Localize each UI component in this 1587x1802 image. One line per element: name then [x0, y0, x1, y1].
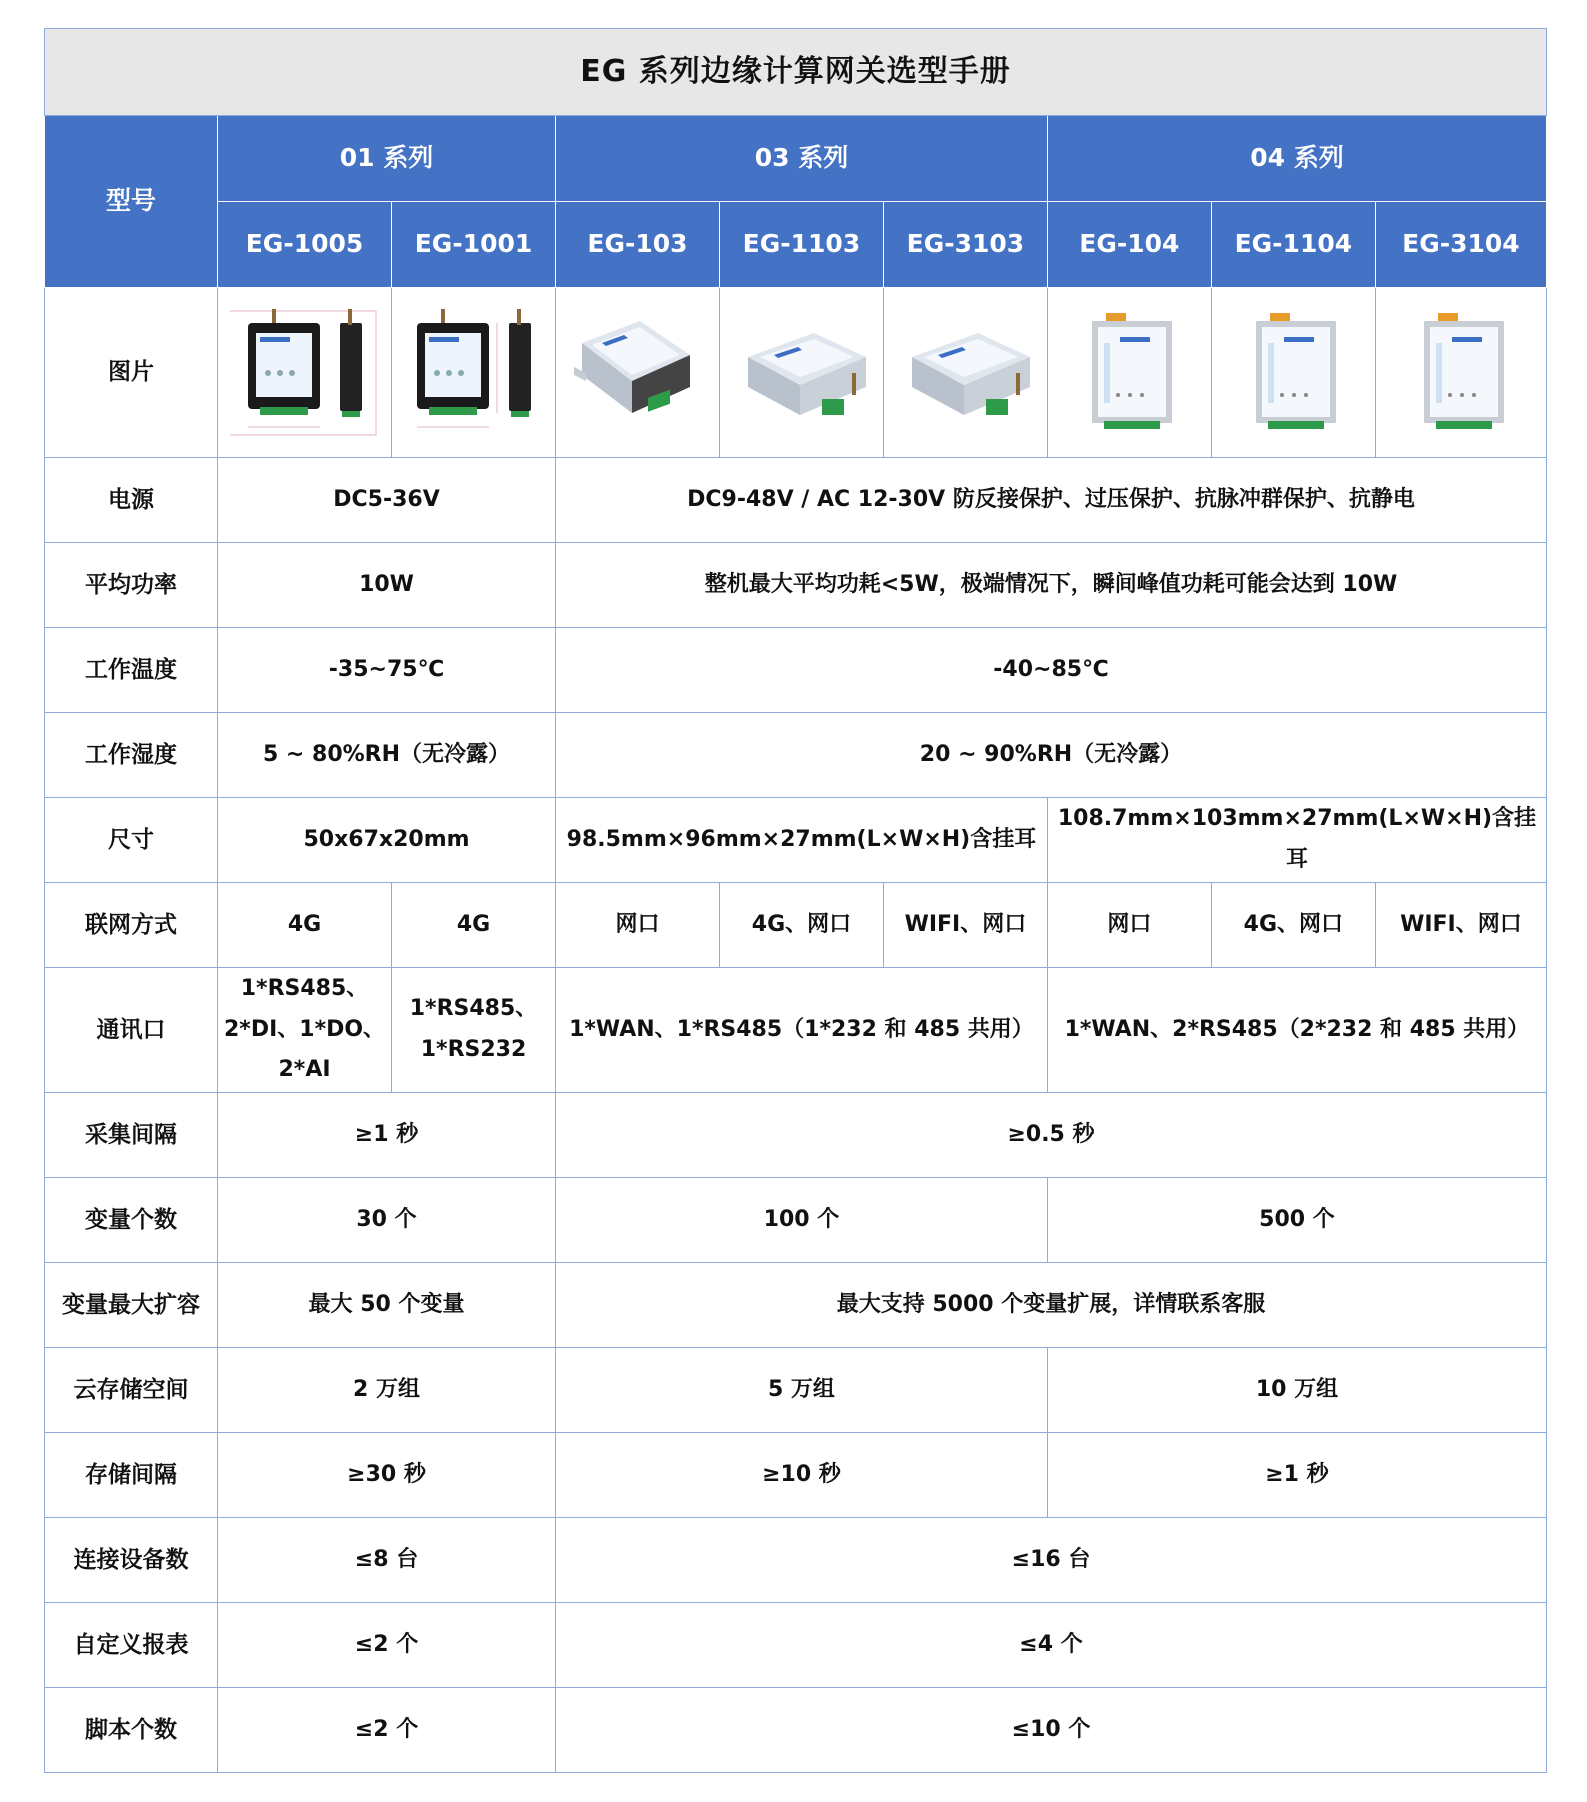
variables-01: 30 个 [218, 1178, 556, 1263]
model-label: 型号 [45, 116, 218, 288]
scripts-row-label: 脚本个数 [45, 1688, 218, 1773]
picture-row-label: 图片 [45, 288, 218, 458]
store-row-label: 存储间隔 [45, 1433, 218, 1518]
variables-row-label: 变量个数 [45, 1178, 218, 1263]
comm-04: 1*WAN、2*RS485（2*232 和 485 共用） [1047, 968, 1546, 1093]
selection-table-sheet [44, 28, 1547, 1773]
temp-01: -35~75℃ [218, 628, 556, 713]
comm-eg-1001-line: 1*RS232 [420, 1037, 527, 1062]
store-03: ≥10 秒 [556, 1433, 1048, 1518]
network-eg-3104: WIFI、网口 [1375, 883, 1546, 968]
store-04: ≥1 秒 [1047, 1433, 1546, 1518]
scripts-rest: ≤10 个 [556, 1688, 1547, 1773]
comm-03: 1*WAN、1*RS485（1*232 和 485 共用） [556, 968, 1048, 1093]
collect-row-label: 采集间隔 [45, 1093, 218, 1178]
size-03: 98.5mm×96mm×27mm(L×W×H)含挂耳 [556, 798, 1048, 883]
comm-row-label: 通讯口 [45, 968, 218, 1093]
power-row-label: 电源 [45, 458, 218, 543]
eg-103-image [556, 288, 720, 458]
comm-eg-1001-line: 1*RS485、 [409, 996, 538, 1022]
model-eg-104: EG-104 [1047, 202, 1211, 288]
network-eg-1103: 4G、网口 [719, 883, 883, 968]
network-eg-1001: 4G [392, 883, 556, 968]
cloud-04: 10 万组 [1047, 1348, 1546, 1433]
eg-3104-image [1375, 288, 1546, 458]
network-eg-104: 网口 [1047, 883, 1211, 968]
eg-1005-image [218, 288, 392, 458]
devices-rest: ≤16 台 [556, 1518, 1547, 1603]
collect-rest: ≥0.5 秒 [556, 1093, 1547, 1178]
var-max-row-label: 变量最大扩容 [45, 1263, 218, 1348]
model-eg-3103: EG-3103 [883, 202, 1047, 288]
cloud-01: 2 万组 [218, 1348, 556, 1433]
model-eg-1001: EG-1001 [392, 202, 556, 288]
reports-row-label: 自定义报表 [45, 1603, 218, 1688]
model-eg-1104: EG-1104 [1211, 202, 1375, 288]
power-rest: DC9-48V / AC 12-30V 防反接保护、过压保护、抗脉冲群保护、抗静电 [556, 458, 1547, 543]
cloud-03: 5 万组 [556, 1348, 1048, 1433]
humidity-01: 5 ~ 80%RH（无冷露） [218, 713, 556, 798]
avg-power-row-label: 平均功率 [45, 543, 218, 628]
avg-power-01: 10W [218, 543, 556, 628]
comm-eg-1005 [218, 968, 392, 1093]
model-eg-103: EG-103 [556, 202, 720, 288]
comm-eg-1005-line: 2*DI、1*DO、 [224, 1016, 386, 1042]
devices-01: ≤8 台 [218, 1518, 556, 1603]
scripts-01: ≤2 个 [218, 1688, 556, 1773]
series-01-header: 01 系列 [218, 116, 556, 202]
variables-04: 500 个 [1047, 1178, 1546, 1263]
cloud-row-label: 云存储空间 [45, 1348, 218, 1433]
var-max-01: 最大 50 个变量 [218, 1263, 556, 1348]
eg-104-image [1047, 288, 1211, 458]
network-eg-1005: 4G [218, 883, 392, 968]
network-eg-1104: 4G、网口 [1211, 883, 1375, 968]
model-eg-1103: EG-1103 [719, 202, 883, 288]
comm-eg-1005-line: 1*RS485、 [240, 975, 369, 1001]
power-01: DC5-36V [218, 458, 556, 543]
var-max-rest: 最大支持 5000 个变量扩展，详情联系客服 [556, 1263, 1547, 1348]
size-01: 50x67x20mm [218, 798, 556, 883]
model-eg-1005: EG-1005 [218, 202, 392, 288]
eg-1103-image [719, 288, 883, 458]
network-eg-3103: WIFI、网口 [883, 883, 1047, 968]
size-row-label: 尺寸 [45, 798, 218, 883]
network-eg-103: 网口 [556, 883, 720, 968]
eg-1001-image [392, 288, 556, 458]
eg-3103-image [883, 288, 1047, 458]
eg-1104-image [1211, 288, 1375, 458]
reports-rest: ≤4 个 [556, 1603, 1547, 1688]
network-row-label: 联网方式 [45, 883, 218, 968]
devices-row-label: 连接设备数 [45, 1518, 218, 1603]
model-eg-3104: EG-3104 [1375, 202, 1546, 288]
page-title: EG 系列边缘计算网关选型手册 [45, 29, 1547, 116]
comm-eg-1005-line: 2*AI [278, 1057, 331, 1083]
avg-power-rest: 整机最大平均功耗<5W，极端情况下，瞬间峰值功耗可能会达到 10W [556, 543, 1547, 628]
selection-table [44, 28, 1547, 1773]
temp-rest: -40~85℃ [556, 628, 1547, 713]
variables-03: 100 个 [556, 1178, 1048, 1263]
humidity-rest: 20 ~ 90%RH（无冷露） [556, 713, 1547, 798]
series-03-header: 03 系列 [556, 116, 1048, 202]
reports-01: ≤2 个 [218, 1603, 556, 1688]
collect-01: ≥1 秒 [218, 1093, 556, 1178]
comm-eg-1001 [392, 968, 556, 1093]
series-04-header: 04 系列 [1047, 116, 1546, 202]
store-01: ≥30 秒 [218, 1433, 556, 1518]
humidity-row-label: 工作湿度 [45, 713, 218, 798]
temp-row-label: 工作温度 [45, 628, 218, 713]
size-04: 108.7mm×103mm×27mm(L×W×H)含挂耳 [1047, 798, 1546, 883]
